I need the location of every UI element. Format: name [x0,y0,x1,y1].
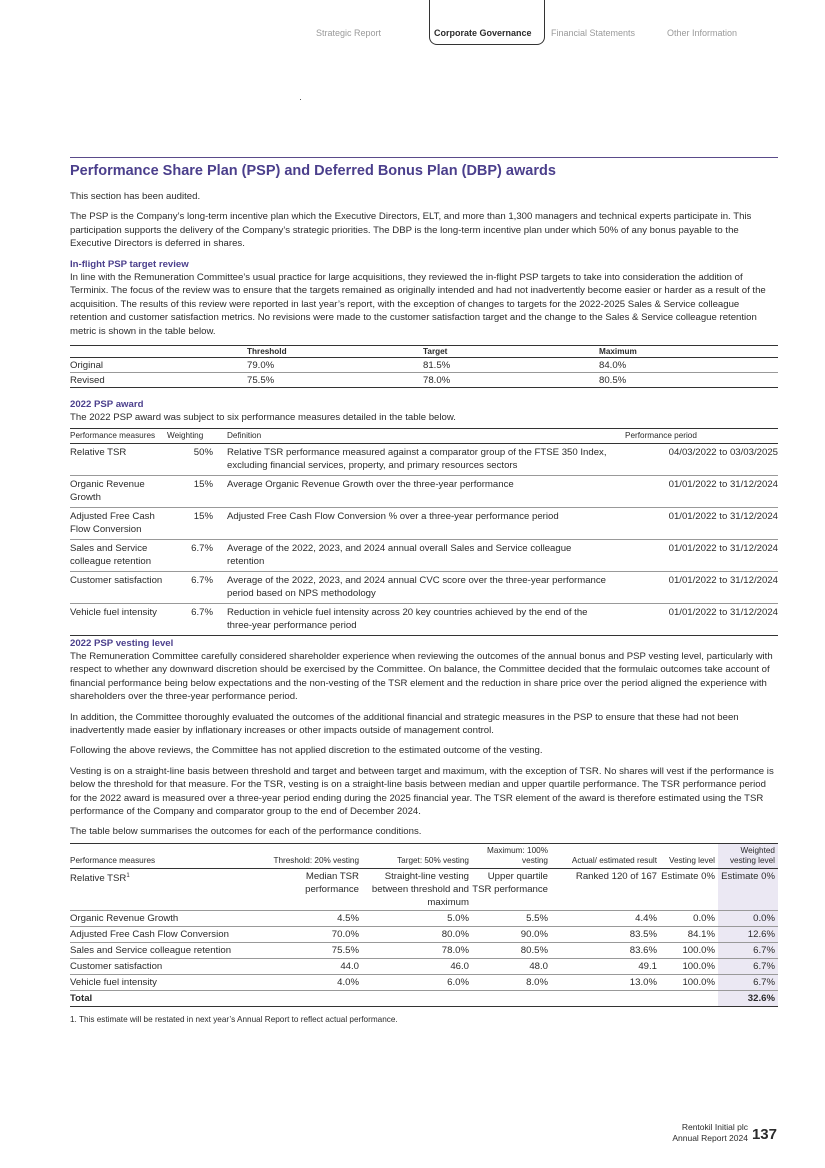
target-cell: 5.0% [362,910,472,926]
maximum-cell: 84.0% [599,358,778,373]
target-cell: 46.0 [362,958,472,974]
award-table [70,428,778,636]
vesting-level-cell: 100.0% [660,942,718,958]
award-paragraph: The 2022 PSP award was subject to six performance measures detailed in the table below. [70,412,456,423]
actual-cell: Ranked 120 of 167 [551,868,660,910]
definition-cell: Average of the 2022, 2023, and 2024 annual overall Sales and Service colleague retention [217,540,625,572]
weighted-cell: Estimate 0% [718,868,778,910]
measure-cell: Customer satisfaction [70,958,268,974]
award-block [70,398,778,636]
vesting-col-measure: Performance measures [70,843,268,868]
measure-cell: Sales and Service colleague retention [70,540,167,572]
empty-cell [660,990,718,1006]
threshold-cell: 44.0 [268,958,362,974]
vesting-level-cell: 84.1% [660,926,718,942]
target-cell: Straight-line vesting between threshold and maximum [362,868,472,910]
award-table-header [70,429,778,444]
actual-cell: 83.6% [551,942,660,958]
table-row [70,910,778,926]
row-label: Revised [70,373,247,388]
footer-company [672,1122,748,1144]
review-col-threshold: Threshold [247,346,423,358]
report-name: Annual Report 2024 [672,1133,748,1143]
period-cell: 01/01/2022 to 31/12/2024 [625,476,778,508]
vesting-col-target: Target: 50% vesting [362,843,472,868]
actual-cell: 4.4% [551,910,660,926]
threshold-cell: 4.0% [268,974,362,990]
period-cell: 01/01/2022 to 31/12/2024 [625,540,778,572]
vesting-level-cell: 100.0% [660,958,718,974]
empty-cell [551,990,660,1006]
actual-cell: 49.1 [551,958,660,974]
vesting-table [70,843,778,1007]
definition-cell: Adjusted Free Cash Flow Conversion % over a three-year performance period [217,508,625,540]
period-cell: 01/01/2022 to 31/12/2024 [625,508,778,540]
actual-cell: 13.0% [551,974,660,990]
maximum-cell: 8.0% [472,974,551,990]
vesting-paragraph-2: In addition, the Committee thoroughly evaluated the outcomes of the additional financial and strategic measures in the PSP to ensure that these had not been inadvertently made easier by inflationary increases or other impacts outside of management control. [70,711,739,737]
measure-cell: Adjusted Free Cash Flow Conversion [70,926,268,942]
empty-cell [472,990,551,1006]
weighting-cell: 15% [167,508,217,540]
vesting-block [70,637,778,1007]
title-rule [70,157,778,158]
table-row [70,974,778,990]
maximum-cell: 48.0 [472,958,551,974]
measure-cell: Vehicle fuel intensity [70,974,268,990]
target-cell: 6.0% [362,974,472,990]
table-row [70,572,778,604]
audited-note: This section has been audited. [70,191,201,202]
measure-cell: Organic Revenue Growth [70,476,167,508]
target-cell: 80.0% [362,926,472,942]
period-cell: 01/01/2022 to 31/12/2024 [625,604,778,636]
weighted-cell: 6.7% [718,974,778,990]
maximum-cell: 5.5% [472,910,551,926]
period-cell: 04/03/2022 to 03/03/2025 [625,444,778,476]
review-col-target: Target [423,346,599,358]
measure-cell: Adjusted Free Cash Flow Conversion [70,508,167,540]
measure-cell: Vehicle fuel intensity [70,604,167,636]
footnote: 1. This estimate will be restated in next year’s Annual Report to reflect actual performance. [70,1015,398,1024]
vesting-table-header [70,843,778,868]
nav-strategic-report[interactable]: Strategic Report [316,28,382,38]
vesting-level-cell: Estimate 0% [660,868,718,910]
weighting-cell: 6.7% [167,572,217,604]
vesting-col-weighted: Weighted vesting level [718,843,778,868]
intro-paragraph: The PSP is the Company’s long-term incentive plan which the Executive Directors, ELT, and more than 1,300 managers and technical experts participate in. This participation supports the delivery of the Company’s strategic priorities. The DBP is the long-term incentive plan under which 50% of any bonus payable to the Executive Directors is deferred in shares. [70,211,752,250]
threshold-cell: 75.5% [247,373,423,388]
table-row [70,373,778,388]
review-paragraph: In line with the Remuneration Committee’s usual practice for large acquisitions, they reviewed the in-flight PSP targets to take into consideration the addition of Terminix. The focus of the review was to ensure that the targets remained as originally intended and had not inadvertently become easier or harder as a result of the acquisition. The results of this review were reported in last year’s report, with the exception of changes to targets for the 2022-2025 Sales & Service colleague retention and customer satisfaction metrics. No revisions were made to the customer satisfaction target and the change to the Sales & Service colleague retention metric is shown in the table below. [70,272,766,337]
vesting-col-threshold: Threshold: 20% vesting [268,843,362,868]
maximum-cell: 90.0% [472,926,551,942]
measure-cell: Sales and Service colleague retention [70,942,268,958]
award-heading: 2022 PSP award [70,399,144,410]
maximum-cell: 80.5% [599,373,778,388]
measure-cell [70,868,268,910]
vesting-paragraph-5: The table below summarises the outcomes for each of the performance conditions. [70,826,422,838]
empty-cell [268,990,362,1006]
section-title: Performance Share Plan (PSP) and Deferred Bonus Plan (DBP) awards [70,163,556,179]
definition-cell: Average Organic Revenue Growth over the three-year performance [217,476,625,508]
weighting-cell: 6.7% [167,540,217,572]
period-cell: 01/01/2022 to 31/12/2024 [625,572,778,604]
section-nav [0,0,825,46]
active-tab-outline [429,0,545,45]
vesting-level-cell: 100.0% [660,974,718,990]
vesting-col-vesting-level: Vesting level [660,843,718,868]
table-row [70,476,778,508]
threshold-cell: 75.5% [268,942,362,958]
measure-cell: Organic Revenue Growth [70,910,268,926]
row-label: Original [70,358,247,373]
table-row [70,540,778,572]
threshold-cell: 79.0% [247,358,423,373]
vesting-col-maximum: Maximum: 100% vesting [472,843,551,868]
review-col-maximum: Maximum [599,346,778,358]
weighting-cell: 15% [167,476,217,508]
threshold-cell: Median TSR performance [268,868,362,910]
review-heading: In-flight PSP target review [70,259,189,270]
measure-label: Relative TSR [70,873,127,885]
vesting-paragraph-3: Following the above reviews, the Committee has not applied discretion to the estimated outcome of the vesting. [70,745,543,757]
weighting-cell: 50% [167,444,217,476]
vesting-level-cell: 0.0% [660,910,718,926]
table-row [70,508,778,540]
table-row [70,926,778,942]
review-table [70,345,778,388]
intro-block [70,190,778,251]
vesting-heading: 2022 PSP vesting level [70,638,174,649]
footnote-ref: 1 [126,872,130,879]
nav-corporate-governance[interactable]: Corporate Governance [434,28,532,38]
vesting-col-actual: Actual/ estimated result [551,843,660,868]
stray-dot [300,99,301,100]
nav-other-information[interactable]: Other Information [667,28,738,38]
review-col-blank [70,346,247,358]
maximum-cell: 80.5% [472,942,551,958]
total-label: Total [70,990,268,1006]
total-row [70,990,778,1006]
empty-cell [362,990,472,1006]
review-block [70,258,778,388]
page-footer [672,1122,777,1144]
weighted-cell: 6.7% [718,958,778,974]
table-row [70,958,778,974]
weighting-cell: 6.7% [167,604,217,636]
weighted-cell: 6.7% [718,942,778,958]
page-number: 137 [751,1126,777,1143]
definition-cell: Relative TSR performance measured against a comparator group of the FTSE 350 Index, excluding financial services, property, and primary resources sectors [217,444,625,476]
award-col-weighting: Weighting [167,429,217,444]
table-row [70,604,778,636]
nav-financial-statements[interactable]: Financial Statements [551,28,636,38]
weighted-cell: 12.6% [718,926,778,942]
award-col-measure: Performance measures [70,429,167,444]
table-row [70,868,778,910]
maximum-cell: Upper quartile TSR performance [472,868,551,910]
definition-cell: Reduction in vehicle fuel intensity across 20 key countries achieved by the end of the three-year performance period [217,604,625,636]
vesting-paragraph-4: Vesting is on a straight-line basis between threshold and target and between target and maximum, with the exception of TSR. No shares will vest if the performance is below the threshold for that measure. For the TSR, vesting is on a straight-line basis between median and upper quartile performance. The TSR performance period for the 2022 award is measured over a three-year period ending during the 2025 financial year. The TSR element of the award is therefore estimated using the TSR performance of the Company and comparator group to the end of December 2024. [70,765,774,818]
threshold-cell: 4.5% [268,910,362,926]
vesting-paragraph-1: The Remuneration Committee carefully considered shareholder experience when reviewing the outcomes of the annual bonus and PSP vesting level, particularly with respect to whether any downward discretion should be exercised by the Committee. On balance, the Committee decided that the formulaic outcomes take account of financial performance being below expectations and the non-vesting of the TSR element and the reduction in share price over the period aligned the experience with shareholders over the three-year performance period. [70,651,773,703]
target-cell: 81.5% [423,358,599,373]
measure-cell: Customer satisfaction [70,572,167,604]
review-table-header [70,346,778,358]
company-name: Rentokil Initial plc [681,1122,748,1132]
measure-cell: Relative TSR [70,444,167,476]
award-col-period: Performance period [625,429,778,444]
table-row [70,444,778,476]
weighted-cell: 0.0% [718,910,778,926]
target-cell: 78.0% [362,942,472,958]
definition-cell: Average of the 2022, 2023, and 2024 annual CVC score over the three-year performance period based on NPS methodology [217,572,625,604]
actual-cell: 83.5% [551,926,660,942]
target-cell: 78.0% [423,373,599,388]
award-col-definition: Definition [217,429,625,444]
table-row [70,942,778,958]
threshold-cell: 70.0% [268,926,362,942]
total-value: 32.6% [718,990,778,1006]
table-row [70,358,778,373]
